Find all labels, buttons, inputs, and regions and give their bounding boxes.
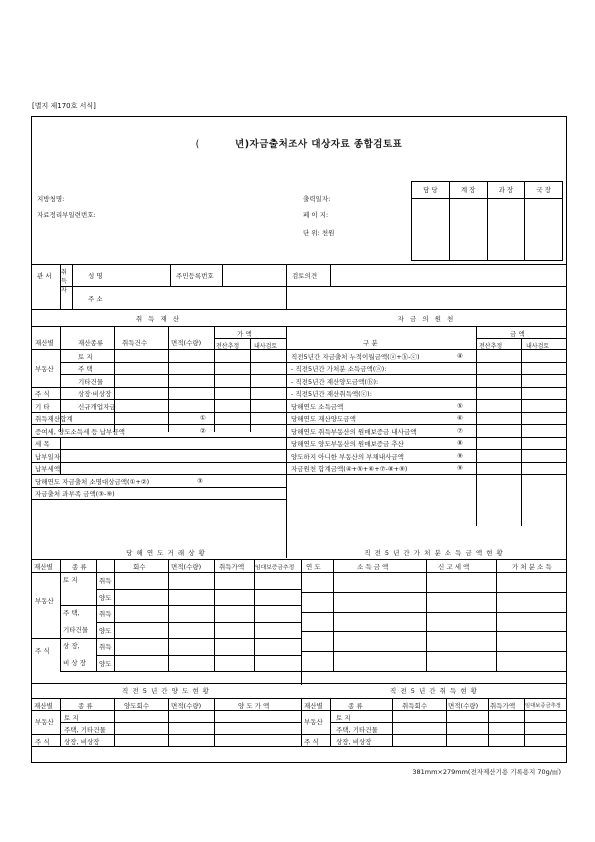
acq-count-header: 취득건수 — [122, 339, 148, 347]
divider — [168, 326, 169, 432]
divider — [31, 746, 301, 747]
acquire5-row-type: 상장, 비상장 — [336, 737, 372, 746]
approval-col: 계 장 — [449, 182, 487, 260]
office-label: 관 서 — [37, 272, 52, 280]
divider — [301, 746, 567, 747]
divider — [521, 338, 522, 526]
acq-value-header: 가 액 — [237, 330, 252, 338]
trade-row-type: 기타건물 — [63, 625, 89, 634]
form-number: [별지 제170호 서식] — [32, 102, 96, 110]
fund-row-no: ④ — [457, 351, 463, 360]
divider — [301, 698, 302, 746]
divider — [60, 462, 61, 475]
fund-row-no: ⑨ — [457, 464, 463, 472]
fund-row-label: 양도하지 아니한 부동산의 부채내사금액 — [291, 452, 404, 461]
acq-est-header: 전산추정 — [216, 343, 240, 350]
trade-row-kind: 양도 — [99, 659, 112, 668]
acquire5-row-cat: 주 식 — [304, 737, 319, 746]
fund-row-no: ⑤ — [457, 401, 463, 410]
divider — [31, 487, 286, 488]
acquire5-price-header: 취득가액 — [490, 701, 516, 710]
acq-sum-label: 증여세, 양도소득세 등 납부금액 — [35, 427, 125, 436]
divider — [60, 559, 61, 671]
trade-price-header: 취득가액 — [219, 562, 245, 571]
divider — [301, 710, 567, 711]
opinion-label: 검토의견 — [292, 272, 318, 280]
divider — [31, 683, 567, 684]
trade-row-type: 토 지 — [63, 576, 78, 584]
trade-row-cat: 주 식 — [35, 647, 50, 655]
acquire5-type-header: 종 류 — [348, 701, 363, 710]
divider — [31, 264, 567, 265]
acq-sum-label: 세 목 — [35, 440, 50, 448]
acq-row-type: 토 지 — [78, 352, 93, 361]
divider — [286, 462, 567, 463]
trade-row-type: 비 상 장 — [63, 658, 86, 667]
acq-row-cat: 부동산 — [35, 365, 54, 373]
acq-type-header: 재산종류 — [78, 339, 104, 347]
fund-row-label: 당해연도 소득금액 — [291, 402, 344, 411]
fund-row-no: ⑦ — [457, 426, 463, 435]
divider — [96, 622, 301, 623]
divider — [286, 374, 567, 375]
income-tax-header: 신 고 세 액 — [438, 562, 470, 571]
divider — [286, 387, 567, 388]
divider — [301, 612, 567, 613]
acquire5-deposit-header: 임대보증금추정 — [525, 702, 561, 709]
acq-row-type: 주 택 — [78, 365, 93, 373]
transfer-row-cat: 부동산 — [35, 718, 54, 726]
divider — [301, 572, 567, 573]
fund-row-label: 당해연도 재산양도금액 — [291, 415, 356, 423]
fund-amount-header: 금 액 — [510, 330, 525, 338]
divider — [330, 264, 331, 286]
divider — [60, 362, 286, 363]
trade-deposit-header: 임대보증금추정 — [255, 564, 295, 571]
divider — [31, 449, 286, 450]
fund-row-no: ⑧ — [457, 439, 463, 447]
income-disp-header: 가 처 분 소 득 — [512, 562, 552, 571]
fund-row-label: - 직전5년간 재산양도금액(ⓑ): — [291, 377, 379, 386]
trade-row-type: 상 장, — [63, 642, 80, 650]
divider — [31, 572, 301, 573]
office-name: 지방청명: — [37, 195, 65, 203]
divider — [31, 387, 286, 388]
divider — [301, 592, 567, 593]
acq-sum-label: 납부일자 — [35, 452, 61, 461]
divider — [31, 710, 301, 711]
trade-row-type: 주 택, — [63, 609, 80, 617]
divider — [31, 474, 286, 475]
divider — [60, 671, 301, 672]
acq-row-type: 기타건물 — [78, 377, 104, 386]
divider — [476, 338, 567, 339]
approval-col: 국 장 — [524, 182, 562, 260]
trade-row-cat: 부동산 — [35, 597, 54, 605]
trade-row-kind: 취득 — [99, 577, 112, 585]
name-label: 성 명 — [88, 272, 103, 280]
rrn-label: 주민등록번호 — [176, 272, 214, 280]
income-amount-header: 소 득 금 액 — [357, 562, 389, 571]
trade-cat-header: 재산별 — [34, 562, 53, 571]
transfer-type-header: 종 류 — [78, 701, 93, 710]
acq-sum-no: ① — [200, 414, 206, 422]
acquire5-row-type: 토 지 — [336, 713, 351, 722]
fund-item-header: 구 분 — [363, 339, 378, 347]
acquire5-cat-header: 재산별 — [304, 701, 323, 710]
trade-row-kind: 취득 — [99, 610, 112, 618]
transfer-area-header: 면적(수량) — [171, 701, 202, 710]
divider — [286, 264, 287, 309]
transfer-count-header: 양도회수 — [124, 701, 150, 710]
divider — [31, 462, 286, 463]
acq-sum-no: ③ — [197, 476, 203, 485]
divider — [31, 309, 567, 310]
trade-area-header: 면적(수량) — [171, 562, 202, 571]
unit-label: 단 위: 천원 — [303, 229, 335, 237]
divider — [496, 559, 497, 671]
divider — [301, 651, 567, 652]
acquire5-area-header: 면적(수량) — [448, 701, 479, 710]
divider — [301, 631, 567, 632]
divider — [72, 264, 73, 309]
divider — [170, 264, 171, 286]
fund-section-title: 자 금 의 원 천 — [397, 315, 456, 323]
divider — [31, 559, 567, 560]
divider — [250, 338, 251, 432]
divider — [222, 264, 223, 286]
transfer-cat-header: 재산별 — [34, 701, 53, 710]
divider — [333, 559, 334, 671]
trade-row-kind: 양도 — [99, 626, 112, 635]
divider — [286, 399, 567, 400]
trade-row-kind: 취득 — [99, 643, 112, 651]
divider — [31, 437, 286, 438]
divider — [31, 399, 286, 400]
approval-box — [411, 181, 563, 261]
trade-type-header: 종 류 — [72, 562, 87, 571]
divider — [60, 605, 301, 606]
fund-row-label: - 직전5년간 가처분 소득금액(ⓐ): — [291, 365, 387, 373]
divider — [286, 474, 567, 475]
divider — [60, 286, 567, 287]
acq-sum-label: 납부세액 — [35, 465, 61, 473]
acq-row-cat: 주 식 — [35, 390, 50, 398]
fund-est-header: 전산추정 — [479, 343, 503, 350]
divider — [31, 734, 301, 735]
income-year-header: 연 도 — [306, 562, 321, 571]
divider — [96, 655, 301, 656]
fund-row-label: 당해연도 양도부동산의 원매보증금 추산 — [291, 440, 404, 448]
divider — [301, 734, 567, 735]
page-number: 페 이 지: — [303, 211, 329, 219]
print-date: 출력일자: — [303, 195, 331, 203]
transfer-row-cat: 주 식 — [35, 737, 50, 746]
divider — [60, 437, 61, 450]
fund-row-label: 자금원천 합계금액(④+⑤+⑥+⑦-⑧+⑨) — [291, 465, 408, 473]
approval-col: 과 장 — [487, 182, 525, 260]
divider — [60, 374, 286, 375]
record-number: 자료정리부일련번호: — [37, 211, 96, 219]
divider — [286, 424, 567, 425]
acq-section-title: 취 득 재 산 — [135, 315, 182, 323]
divider — [31, 412, 286, 413]
transfer-price-header: 양 도 가 액 — [238, 701, 270, 710]
title-open: ( — [195, 139, 200, 150]
transfer-section-title: 직 전 5 년 간 양 도 현 황 — [122, 687, 210, 695]
divider — [214, 338, 286, 339]
approval-col: 담 당 — [412, 182, 449, 260]
divider — [286, 437, 567, 438]
divider — [31, 638, 301, 639]
transfer-row-type: 주택, 기타건물 — [64, 725, 106, 734]
divider — [214, 326, 215, 432]
divider — [60, 449, 61, 462]
income-section-title: 직 전 5 년 간 가 처 분 소 득 금 액 현 황 — [364, 549, 504, 557]
acq-row-type: 신규개업자금 — [78, 402, 116, 411]
divider — [330, 722, 567, 723]
divider — [31, 424, 286, 425]
acq-row-cat: 기 타 — [35, 402, 50, 411]
fund-row-label: 직전5년간 자금출처 누적이월금액(ⓐ+ⓑ-ⓒ) — [291, 352, 420, 361]
acq-sum-no: ② — [200, 426, 206, 435]
fund-row-label: - 직전5년간 재산취득액(ⓒ): — [291, 390, 372, 398]
divider — [476, 326, 477, 526]
fund-review-header: 내사검토 — [526, 343, 550, 350]
form-title — [31, 136, 567, 150]
acq-review-header: 내사검토 — [254, 343, 278, 350]
divider — [31, 698, 567, 699]
trade-count-header: 회수 — [133, 562, 146, 571]
title-text: 년)자금출처조사 대상자료 종합검토표 — [235, 139, 403, 150]
divider — [286, 449, 567, 450]
acquirer-label: 취득자 — [61, 269, 67, 294]
divider — [426, 559, 427, 671]
divider — [114, 326, 115, 432]
acq-row-type: 상장·비상장 — [78, 390, 112, 398]
divider — [301, 671, 567, 672]
divider — [286, 362, 567, 363]
acquire5-row-cat: 부동산 — [304, 718, 323, 726]
acquire5-count-header: 취득회수 — [402, 701, 428, 710]
transfer-row-type: 상장, 비상장 — [64, 737, 100, 746]
acq-cat-header: 재산별 — [35, 339, 54, 347]
acquire5-row-type: 주택, 기타건물 — [336, 725, 378, 734]
divider — [96, 589, 301, 590]
footer-note: 381mm×279mm(전자제산기용 기록용지 70g/㎡) — [412, 768, 561, 776]
trade-section-title: 당 해 연 도 거 래 상 황 — [126, 549, 206, 557]
acquire5-section-title: 직 전 5 년 간 취 득 현 황 — [390, 687, 478, 695]
acq-sum-label: 자금출처 과부족 금액(③-⑨) — [35, 490, 115, 498]
transfer-row-type: 토 지 — [64, 713, 79, 722]
divider — [286, 412, 567, 413]
trade-row-kind: 양도 — [99, 593, 112, 602]
acq-area-header: 면적(수량) — [171, 339, 202, 347]
divider — [60, 722, 301, 723]
divider — [301, 559, 302, 685]
divider — [31, 326, 567, 327]
fund-row-no: ⑥ — [457, 414, 463, 422]
divider — [31, 499, 286, 500]
address-label: 주 소 — [88, 295, 103, 303]
acq-sum-label: 당해연도 자금출처 소명대상금액(①+②) — [35, 477, 150, 486]
fund-row-no: ⑨ — [457, 451, 463, 460]
acq-sum-label: 취득재산합계 — [35, 415, 73, 423]
fund-row-label: 당해연도 취득부동산의 원매보증금 내사금액 — [291, 427, 417, 436]
